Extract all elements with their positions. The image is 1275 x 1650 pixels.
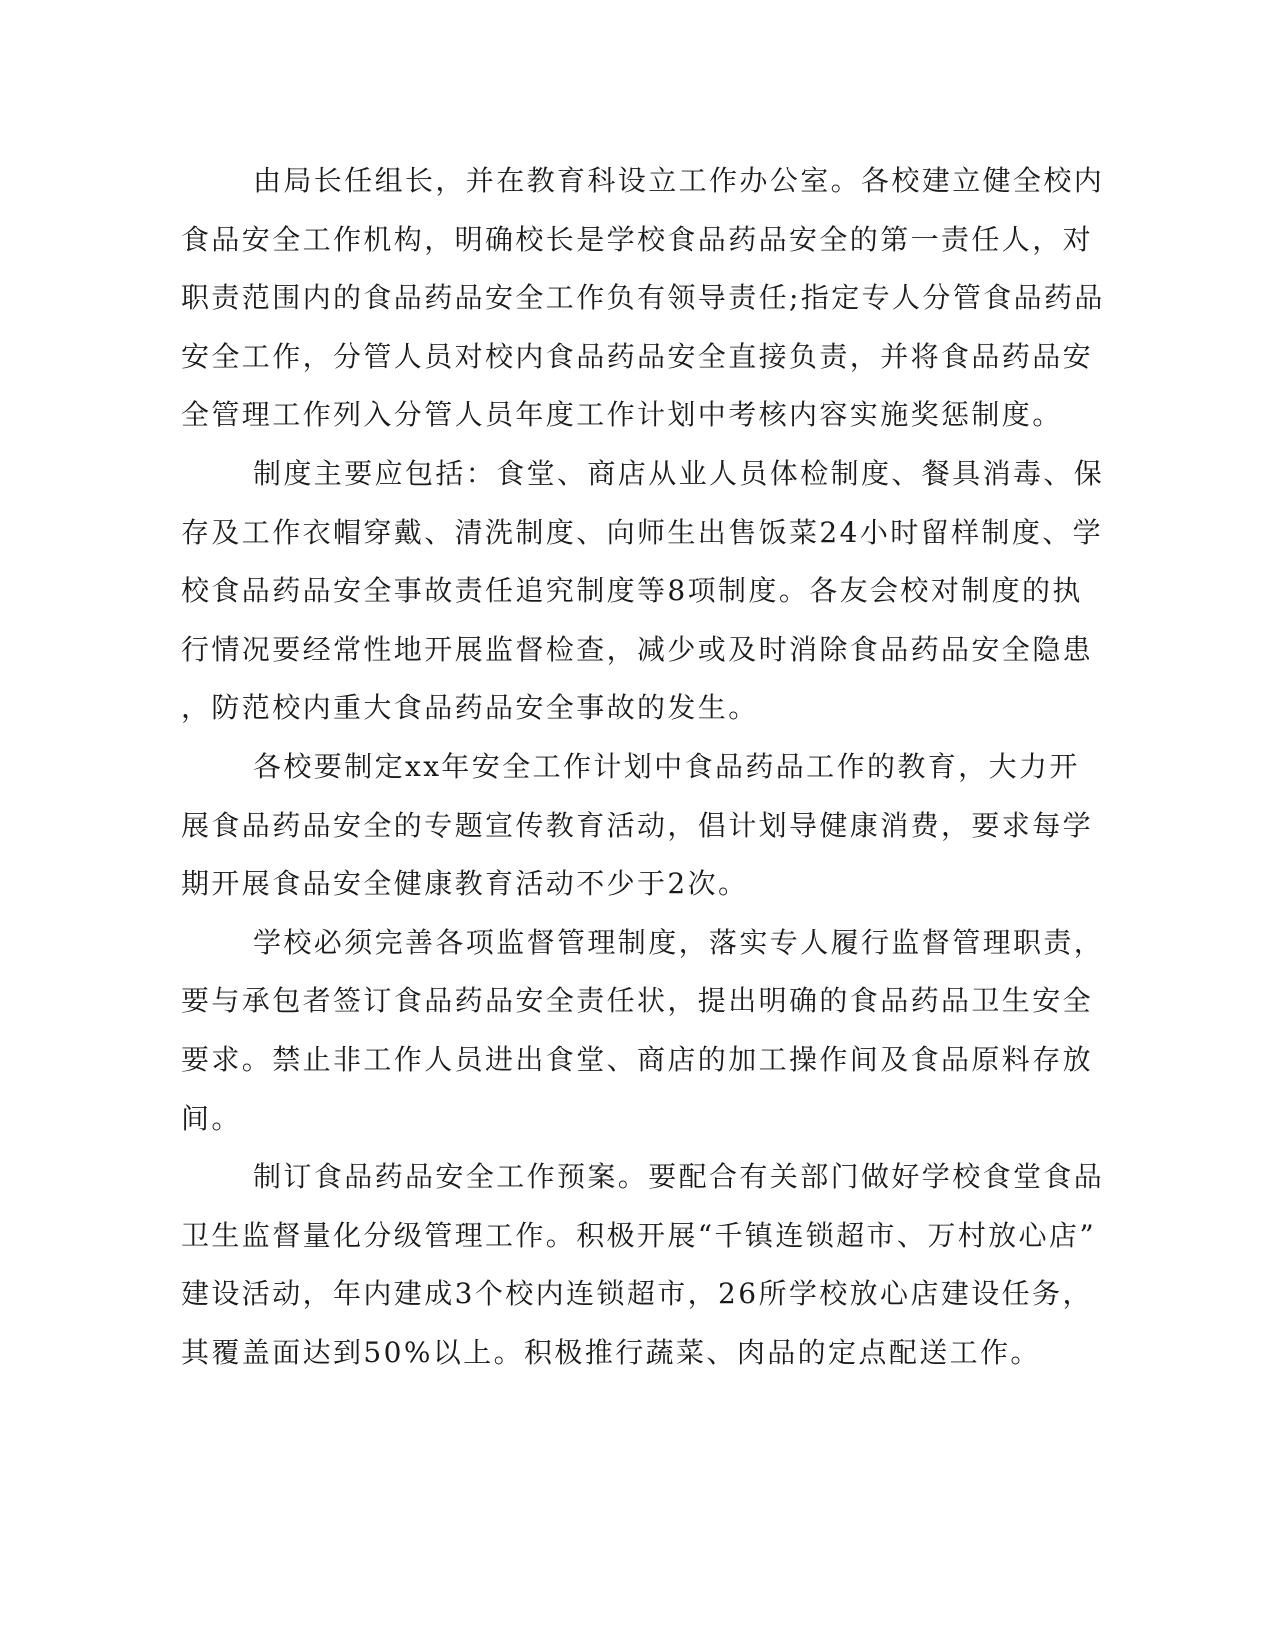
paragraph-1-line-3: 职责范围内的食品药品安全工作负有领导责任;指定专人分管食品药品	[181, 281, 1105, 315]
paragraph-5-line-4: 其覆盖面达到50%以上。积极推行蔬菜、肉品的定点配送工作。	[181, 1335, 1041, 1369]
paragraph-5-line-2: 卫生监督量化分级管理工作。积极开展“千镇连锁超市、万村放心店”	[181, 1218, 1097, 1252]
paragraph-2-line-5: ，防范校内重大食品药品安全事故的发生。	[181, 691, 759, 725]
paragraph-5-line-3: 建设活动，年内建成3个校内连锁超市，26所学校放心店建设任务，	[181, 1277, 1093, 1311]
paragraph-4-line-1: 学校必须完善各项监督管理制度，落实专人履行监督管理职责，	[253, 925, 1105, 959]
paragraph-3-line-3: 期开展食品安全健康教育活动不少于2次。	[181, 867, 749, 901]
paragraph-3-line-2: 展食品药品安全的专题宣传教育活动，倡计划导健康消费，要求每学	[181, 808, 1094, 842]
paragraph-1-line-1: 由局长任组长，并在教育科设立工作办公室。各校建立健全校内	[253, 164, 1105, 197]
paragraph-4-line-2: 要与承包者签订食品药品安全责任状，提出明确的食品药品卫生安全	[181, 984, 1094, 1018]
document-body	[181, 152, 1105, 1382]
paragraph-1-line-5: 全管理工作列入分管人员年度工作计划中考核内容实施奖惩制度。	[181, 398, 1063, 432]
paragraph-2-line-3: 校食品药品安全事故责任追究制度等8项制度。各友会校对制度的执	[181, 574, 1083, 608]
paragraph-3-line-1: 各校要制定xx年安全工作计划中食品药品工作的教育，大力开	[253, 749, 1080, 783]
paragraph-1-line-2: 食品安全工作机构，明确校长是学校食品药品安全的第一责任人，对	[181, 222, 1094, 256]
paragraph-4-line-3: 要求。禁止非工作人员进出食堂、商店的加工操作间及食品原料存放	[181, 1042, 1094, 1076]
paragraph-5-line-1: 制订食品药品安全工作预案。要配合有关部门做好学校食堂食品	[253, 1160, 1105, 1194]
paragraph-2-line-1: 制度主要应包括：食堂、商店从业人员体检制度、餐具消毒、保	[253, 456, 1105, 490]
paragraph-2-line-4: 行情况要经常性地开展监督检查，减少或及时消除食品药品安全隐患	[181, 632, 1094, 666]
paragraph-1-line-4: 安全工作，分管人员对校内食品药品安全直接负责，并将食品药品安	[181, 339, 1094, 373]
paragraph-2-line-2: 存及工作衣帽穿戴、清洗制度、向师生出售饭菜24小时留样制度、学	[181, 515, 1104, 549]
paragraph-4-line-4: 间。	[181, 1101, 242, 1135]
